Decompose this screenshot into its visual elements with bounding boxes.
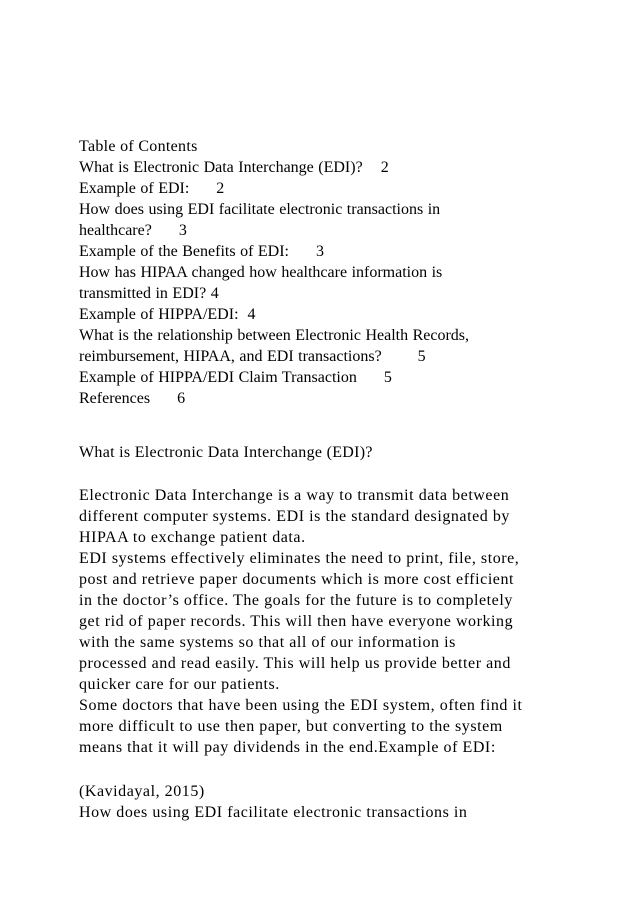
toc-entry-references: References 6 <box>79 390 186 407</box>
toc-entry-example-of-edi: Example of EDI: 2 <box>79 180 225 197</box>
paragraph-line: quicker care for our patients. <box>79 676 280 693</box>
toc-entry-edi-facilitate-cont: healthcare? 3 <box>79 222 187 239</box>
toc-entry-relationship-cont: reimbursement, HIPAA, and EDI transactions? 5 <box>79 348 426 365</box>
paragraph-line: post and retrieve paper documents which is more cost efficient <box>79 571 515 588</box>
toc-title: Table of Contents <box>79 138 198 155</box>
citation: (Kavidayal, 2015) <box>79 783 205 800</box>
paragraph-line: get rid of paper records. This will then have everyone working <box>79 613 514 630</box>
paragraph-line: Some doctors that have been using the EDI system, often find it <box>79 697 523 714</box>
section-heading-what-is-edi: What is Electronic Data Interchange (EDI)? <box>79 444 373 461</box>
paragraph-line: processed and read easily. This will help us provide better and <box>79 655 511 672</box>
toc-entry-edi-facilitate: How does using EDI facilitate electronic transactions in <box>79 201 441 218</box>
paragraph-line: different computer systems. EDI is the standard designated by <box>79 508 510 525</box>
section-heading-edi-facilitate: How does using EDI facilitate electronic transactions in <box>79 804 468 821</box>
paragraph-line: with the same systems so that all of our information is <box>79 634 456 651</box>
toc-entry-relationship: What is the relationship between Electronic Health Records, <box>79 327 470 344</box>
paragraph-line: in the doctor’s office. The goals for the future is to completely <box>79 592 513 609</box>
paragraph-line: means that it will pay dividends in the end.Example of EDI: <box>79 739 496 756</box>
toc-entry-claim-transaction: Example of HIPPA/EDI Claim Transaction 5 <box>79 369 392 386</box>
toc-entry-example-hipaa-edi: Example of HIPPA/EDI: 4 <box>79 306 256 323</box>
toc-entry-what-is-edi: What is Electronic Data Interchange (EDI)? 2 <box>79 159 389 176</box>
paragraph-line: EDI systems effectively eliminates the need to print, file, store, <box>79 550 520 567</box>
paragraph-line: more difficult to use then paper, but converting to the system <box>79 718 503 735</box>
paragraph-line: Electronic Data Interchange is a way to transmit data between <box>79 487 510 504</box>
toc-entry-benefits-of-edi: Example of the Benefits of EDI: 3 <box>79 243 324 260</box>
paragraph-line: HIPAA to exchange patient data. <box>79 529 306 546</box>
toc-entry-hipaa-changed: How has HIPAA changed how healthcare information is <box>79 264 443 281</box>
toc-entry-hipaa-changed-cont: transmitted in EDI? 4 <box>79 285 219 302</box>
